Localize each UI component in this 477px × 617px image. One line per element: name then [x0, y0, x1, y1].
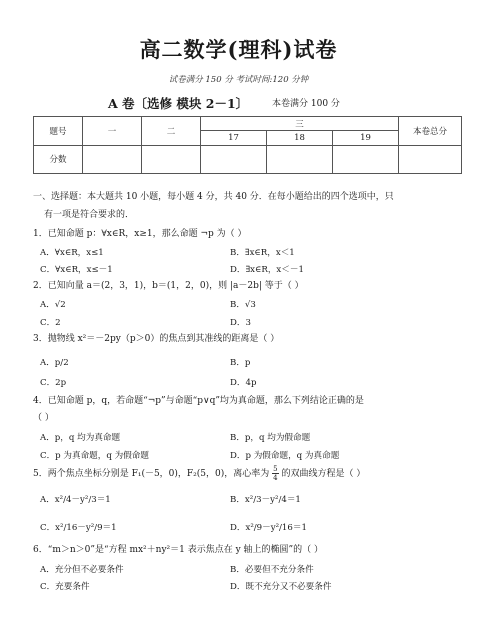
question-1-option-b: B．∃x∈R，x＜1 [230, 248, 295, 258]
score-table-col-1: 一 [83, 117, 142, 146]
question-6-option-b: B．必要但不充分条件 [230, 565, 314, 575]
score-table-row-label: 分数 [34, 145, 83, 174]
question-6-option-a: A．充分但不必要条件 [40, 565, 124, 575]
question-5-stem: 5．两个焦点坐标分别是 F₁(－5，0)，F₂(5，0)，离心率为 [33, 469, 270, 479]
score-table-sub-18: 18 [267, 131, 333, 145]
section-instructions: 一、选择题：本大题共 10 小题，每小题 4 分，共 40 分．在每小题给出的四个选项中，只 [33, 192, 394, 202]
score-cell [142, 145, 201, 174]
question-2-option-d: D．3 [230, 318, 251, 328]
score-table-sub-19: 19 [333, 131, 399, 145]
question-1-option-d: D．∃x∈R，x＜－1 [230, 265, 304, 275]
question-6-stem: 6．“m＞n＞0”是“方程 mx²＋ny²＝1 表示焦点在 y 轴上的椭圆”的（ ） [33, 545, 324, 555]
question-5-stem-line [33, 465, 365, 482]
score-cell [201, 145, 267, 174]
fraction-denominator: 4 [273, 474, 278, 482]
eccentricity-fraction [272, 465, 278, 482]
question-5-stem-end: 的双曲线方程是（ ） [281, 469, 366, 479]
score-table-header-label: 题号 [34, 117, 83, 146]
score-table-col-2: 二 [142, 117, 201, 146]
score-table-col-3: 三 [201, 117, 399, 131]
question-6-option-c: C．充要条件 [40, 582, 90, 592]
question-4-option-b: B．p，q 均为假命题 [230, 433, 311, 443]
question-2-option-a: A．√2 [40, 300, 66, 310]
question-4-stem: 4．已知命题 p，q，若命题“¬p”与命题“p∨q”均为真命题，那么下列结论正确的是 [33, 396, 364, 406]
question-1-option-c: C．∀x∈R，x≤－1 [40, 265, 113, 275]
question-3-option-d: D．4p [230, 378, 257, 388]
question-1-stem: 1．已知命题 p：∀x∈R，x≥1，那么命题 ¬p 为（ ） [33, 229, 247, 239]
section-instructions-cont: 有一项是符合要求的． [44, 210, 135, 220]
question-2-option-b: B．√3 [230, 300, 256, 310]
score-table [33, 116, 462, 174]
question-4-stem-cont: （ ） [33, 413, 54, 423]
question-3-option-a: A．p/2 [40, 358, 69, 368]
question-5-option-b: B．x²/3－y²/4＝1 [230, 495, 301, 505]
question-3-option-b: B．p [230, 358, 251, 368]
exam-meta: 试卷满分 150 分 考试时间:120 分钟 [168, 75, 309, 85]
question-4-option-a: A．p，q 均为真命题 [40, 433, 121, 443]
question-4-option-d: D．p 为假命题，q 为真命题 [230, 451, 340, 461]
score-cell [399, 145, 462, 174]
question-6-option-d: D．既不充分又不必要条件 [230, 582, 332, 592]
question-3-option-c: C．2p [40, 378, 67, 388]
question-5-option-c: C．x²/16－y²/9＝1 [40, 523, 117, 533]
question-2-stem: 2．已知向量 a＝(2，3，1)，b＝(1，2，0)，则 |a－2b| 等于（ ） [33, 281, 304, 291]
question-2-option-c: C．2 [40, 318, 61, 328]
score-table-sub-17: 17 [201, 131, 267, 145]
question-5-option-a: A．x²/4－y²/3＝1 [40, 495, 111, 505]
question-4-option-c: C．p 为真命题，q 为假命题 [40, 451, 149, 461]
question-1-option-a: A．∀x∈R，x≤1 [40, 248, 104, 258]
score-cell [267, 145, 333, 174]
score-cell [333, 145, 399, 174]
page-title: 高二数学(理科)试卷 [139, 37, 338, 62]
section-score-note: 本卷满分 100 分 [272, 99, 340, 109]
score-cell [83, 145, 142, 174]
fraction-numerator: 5 [273, 465, 278, 473]
score-table-total: 本卷总分 [399, 117, 462, 146]
question-3-stem: 3．抛物线 x²＝－2py（p＞0）的焦点到其准线的距离是（ ） [33, 334, 280, 344]
question-5-option-d: D．x²/9－y²/16＝1 [230, 523, 307, 533]
section-heading: A 卷〔选修 模块 2－1〕 [108, 96, 249, 111]
